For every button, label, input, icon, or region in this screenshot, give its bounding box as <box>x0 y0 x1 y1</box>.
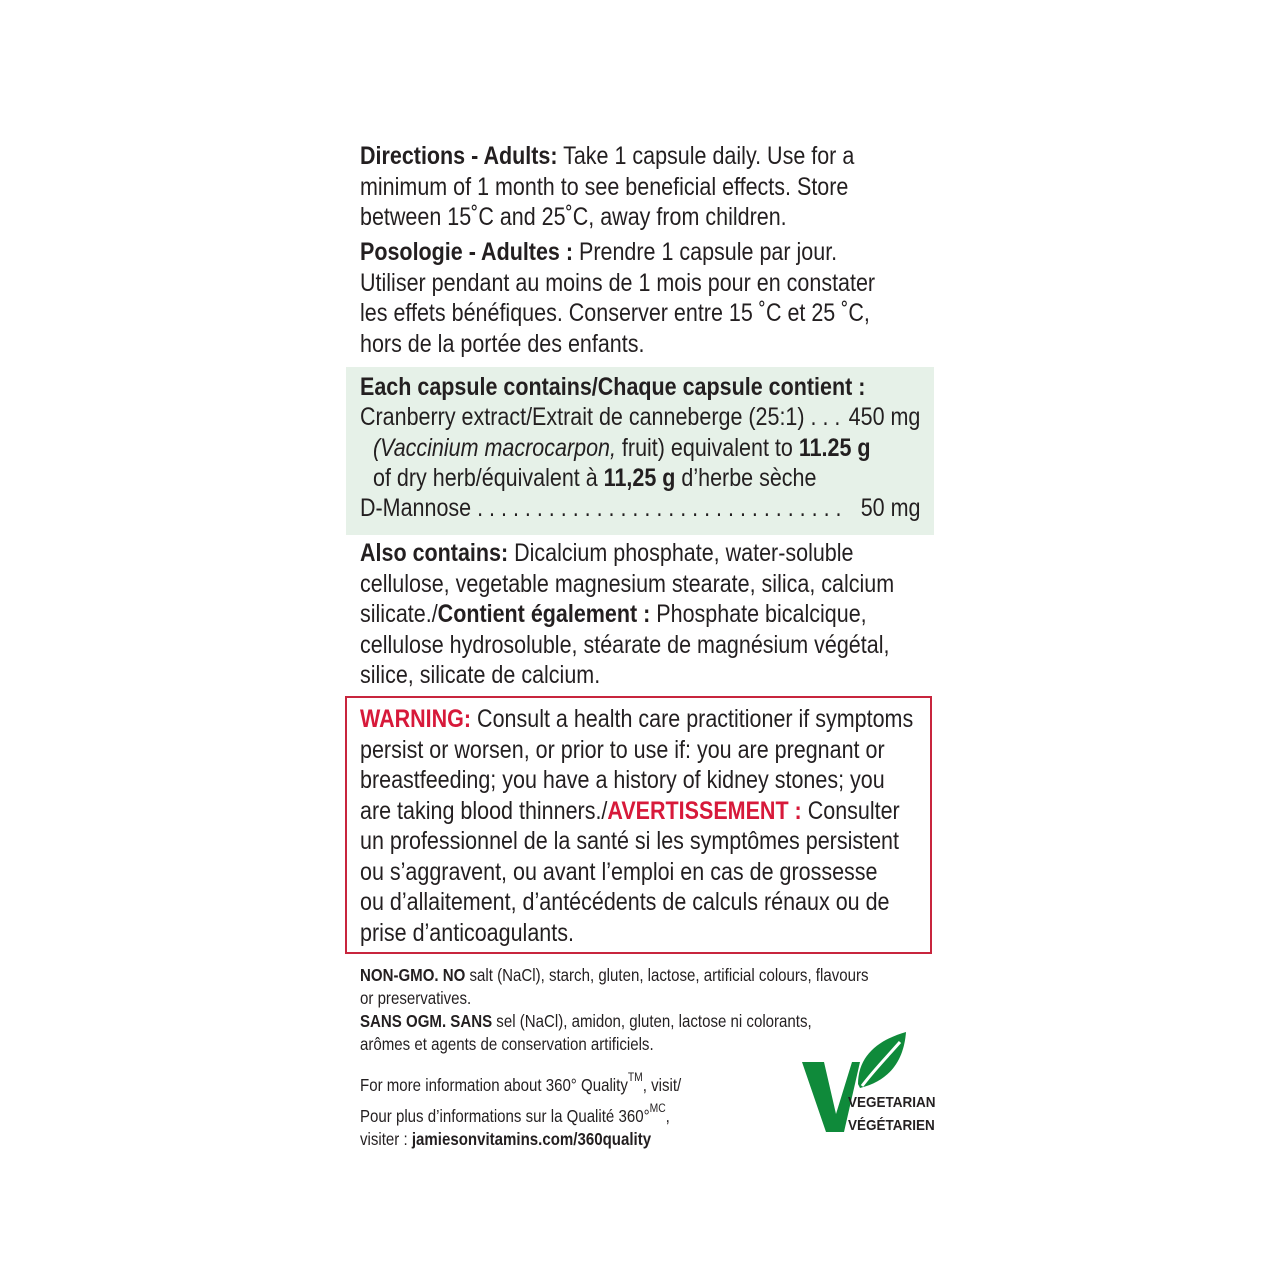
info-text: , visit/ <box>642 1075 682 1095</box>
avertissement-heading: AVERTISSEMENT : <box>607 796 802 825</box>
ingredient-name: D-Mannose <box>360 494 472 522</box>
ingredient-amount: 450 mg <box>848 403 920 431</box>
sans-ogm-heading: SANS OGM. SANS <box>360 1011 493 1031</box>
posologie-text: Utiliser pendant au moins de 1 mois pour en constater <box>360 268 876 297</box>
contient-heading: Contient également : <box>437 600 651 628</box>
also-contains-text: cellulose, vegetable magnesium stearate, silica, calcium <box>360 569 895 598</box>
ingredient-amount: 50 mg <box>860 494 920 522</box>
warning-section <box>360 704 913 948</box>
vegetarien-label: VÉGÉTARIEN <box>848 1117 935 1134</box>
directions-text: between 15˚C and 25˚C, away from children. <box>360 203 787 231</box>
directions-heading: Directions - Adults: <box>360 142 558 170</box>
latin-name: (Vaccinium macrocarpon, <box>373 434 616 462</box>
posologie-text: les effets bénéfiques. Conserver entre 15 ˚C et 25 ˚C, <box>360 299 870 327</box>
warning-text: un professionnel de la santé si les symptômes persistent <box>360 827 899 855</box>
posologie-heading: Posologie - Adultes : <box>360 238 574 266</box>
non-gmo-section <box>360 964 869 1056</box>
trademark-sup: TM <box>627 1070 643 1084</box>
also-contains-heading: Also contains: <box>360 539 509 567</box>
info-text: Pour plus d’informations sur la Qualité 360° <box>360 1106 650 1126</box>
trademark-sup: MC <box>649 1101 666 1115</box>
directions-section <box>360 141 854 233</box>
non-gmo-text: salt (NaCl), starch, gluten, lactose, artificial colours, flavours <box>465 965 869 985</box>
posologie-text: Prendre 1 capsule par jour. <box>573 238 838 266</box>
info-text: visiter : <box>360 1129 412 1149</box>
also-contains-section <box>360 538 894 691</box>
warning-text: prise d’anticoagulants. <box>360 918 574 947</box>
equivalent-text: d’herbe sèche <box>675 464 817 492</box>
also-contains-text: Phosphate bicalcique, <box>650 600 867 628</box>
leader-dots: . . . <box>804 403 841 431</box>
non-gmo-text: or preservatives. <box>360 988 472 1008</box>
warning-text: ou s’aggravent, ou avant l’emploi en cas de grossesse <box>360 857 878 886</box>
ingredient-detail <box>373 433 871 464</box>
ingredient-row-cranberry <box>360 403 920 433</box>
equivalent-text: of dry herb/équivalent à <box>373 464 604 492</box>
equivalent-amount: 11,25 g <box>603 464 676 492</box>
equivalent-amount: 11.25 g <box>798 434 871 462</box>
leader-dots: . . . . . . . . . . . . . . . . . . . . . . . . . . . . . . . <box>471 494 842 522</box>
directions-text: Take 1 capsule daily. Use for a <box>557 142 855 170</box>
directions-text: minimum of 1 month to see beneficial effects. Store <box>360 172 849 201</box>
ingredient-name: Cranberry extract/Extrait de canneberge (25:1) <box>360 403 805 431</box>
warning-text: persist or worsen, or prior to use if: you are pregnant or <box>360 735 885 764</box>
contents-heading: Each capsule contains/Chaque capsule contient : <box>360 373 866 401</box>
posologie-section <box>360 237 875 359</box>
warning-text: breastfeeding; you have a history of kidney stones; you <box>360 766 885 794</box>
warning-heading: WARNING: <box>360 705 472 733</box>
warning-text: Consult a health care practitioner if symptoms <box>471 705 914 733</box>
warning-text: Consulter <box>801 796 900 825</box>
ingredient-detail <box>373 463 816 494</box>
also-contains-text: cellulose hydrosoluble, stéarate de magnésium végétal, <box>360 630 890 659</box>
also-contains-text: Dicalcium phosphate, water-soluble <box>508 539 854 567</box>
also-contains-text: silicate./ <box>360 600 438 628</box>
vegetarian-label: VEGETARIAN <box>848 1094 936 1111</box>
also-contains-text: silice, silicate de calcium. <box>360 661 601 689</box>
info-text: For more information about 360° Quality <box>360 1075 628 1095</box>
info-text: , <box>665 1106 670 1126</box>
non-gmo-heading: NON-GMO. NO <box>360 965 466 985</box>
non-gmo-text: arômes et agents de conservation artificiels. <box>360 1034 654 1054</box>
warning-text: ou d’allaitement, d’antécédents de calculs rénaux ou de <box>360 888 890 916</box>
website-link[interactable]: jamiesonvitamins.com/360quality <box>411 1129 652 1149</box>
equivalent-text: fruit) equivalent to <box>615 434 799 462</box>
non-gmo-text: sel (NaCl), amidon, gluten, lactose ni colorants, <box>492 1011 812 1031</box>
ingredient-row-mannose <box>360 494 920 524</box>
warning-text: are taking blood thinners./ <box>360 796 608 825</box>
posologie-text: hors de la portée des enfants. <box>360 329 645 358</box>
quality-info <box>360 1066 681 1151</box>
